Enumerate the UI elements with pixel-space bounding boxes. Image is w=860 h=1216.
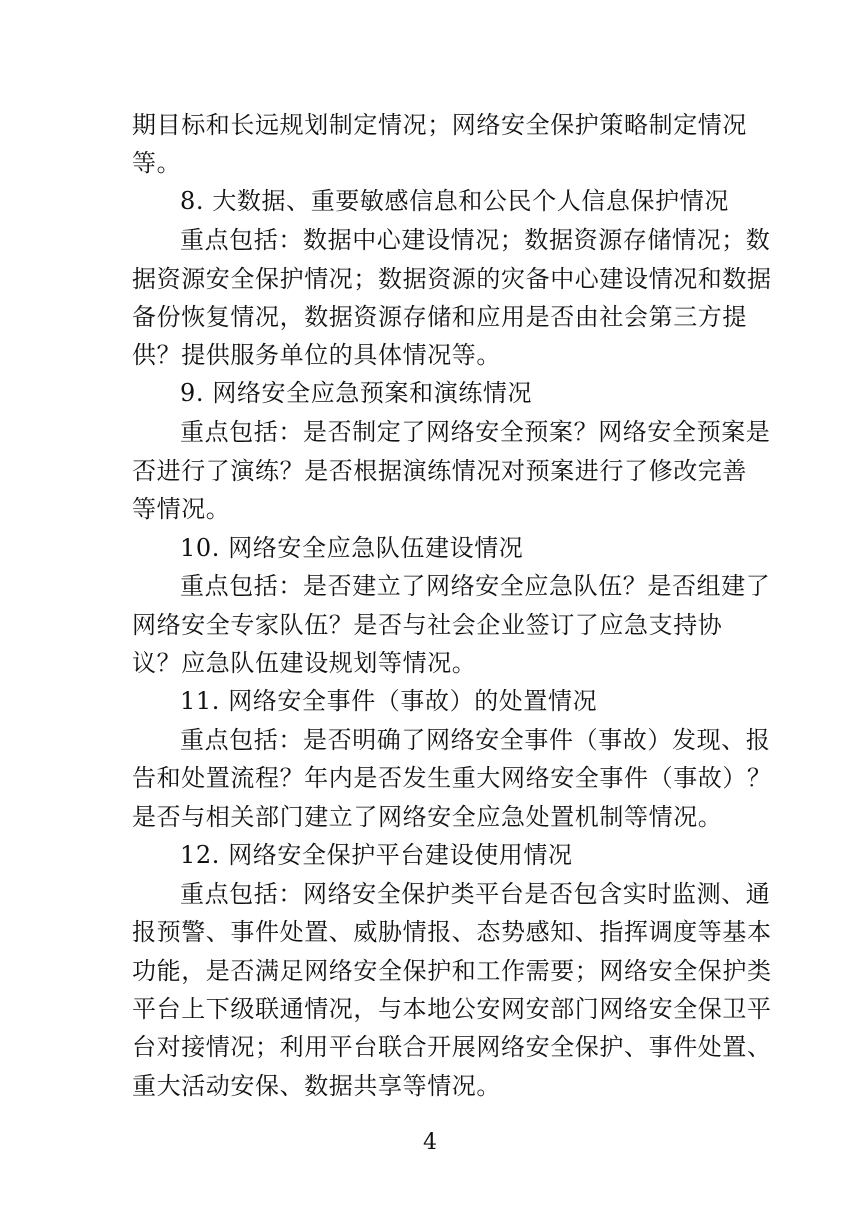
text-line: 功能，是否满足网络安全保护和工作需要；网络安全保护类 (132, 957, 772, 985)
text-line: 供？提供服务单位的具体情况等。 (132, 341, 501, 369)
section-heading-12: 12. 网络安全保护平台建设使用情况 (180, 841, 573, 869)
page-number: 4 (423, 1130, 437, 1155)
section-heading-11: 11. 网络安全事件（事故）的处置情况 (180, 687, 598, 715)
section-heading-8: 8. 大数据、重要敏感信息和公民个人信息保护情况 (180, 187, 729, 215)
text-line: 平台上下级联通情况，与本地公安网安部门网络安全保卫平 (132, 995, 772, 1023)
text-line: 台对接情况；利用平台联合开展网络安全保护、事件处置、 (132, 1033, 772, 1061)
text-line: 重大活动安保、数据共享等情况。 (132, 1072, 501, 1100)
section-heading-9: 9. 网络安全应急预案和演练情况 (180, 379, 533, 407)
text-line: 否进行了演练？是否根据演练情况对预案进行了修改完善 (132, 457, 747, 485)
text-line: 等。 (132, 149, 182, 177)
text-line: 重点包括：是否制定了网络安全预案？网络安全预案是 (180, 418, 771, 446)
text-line: 报预警、事件处置、威胁情报、态势感知、指挥调度等基本 (132, 918, 772, 946)
text-line: 网络安全专家队伍？是否与社会企业签订了应急支持协 (132, 611, 723, 639)
text-line: 重点包括：是否明确了网络安全事件（事故）发现、报 (180, 726, 771, 754)
text-line: 议？应急队伍建设规划等情况。 (132, 649, 477, 677)
text-line: 重点包括：网络安全保护类平台是否包含实时监测、通 (180, 880, 771, 908)
text-line: 据资源安全保护情况；数据资源的灾备中心建设情况和数据 (132, 265, 772, 293)
text-line: 期目标和长远规划制定情况；网络安全保护策略制定情况 (132, 111, 747, 139)
text-line: 重点包括：数据中心建设情况；数据资源存储情况；数 (180, 226, 771, 254)
text-line: 备份恢复情况，数据资源存储和应用是否由社会第三方提 (132, 303, 747, 331)
text-line: 告和处置流程？年内是否发生重大网络安全事件（事故）？ (132, 764, 772, 792)
section-heading-10: 10. 网络安全应急队伍建设情况 (180, 534, 524, 562)
text-line: 等情况。 (132, 495, 231, 523)
text-line: 是否与相关部门建立了网络安全应急处置机制等情况。 (132, 803, 723, 831)
text-line: 重点包括：是否建立了网络安全应急队伍？是否组建了 (180, 572, 771, 600)
